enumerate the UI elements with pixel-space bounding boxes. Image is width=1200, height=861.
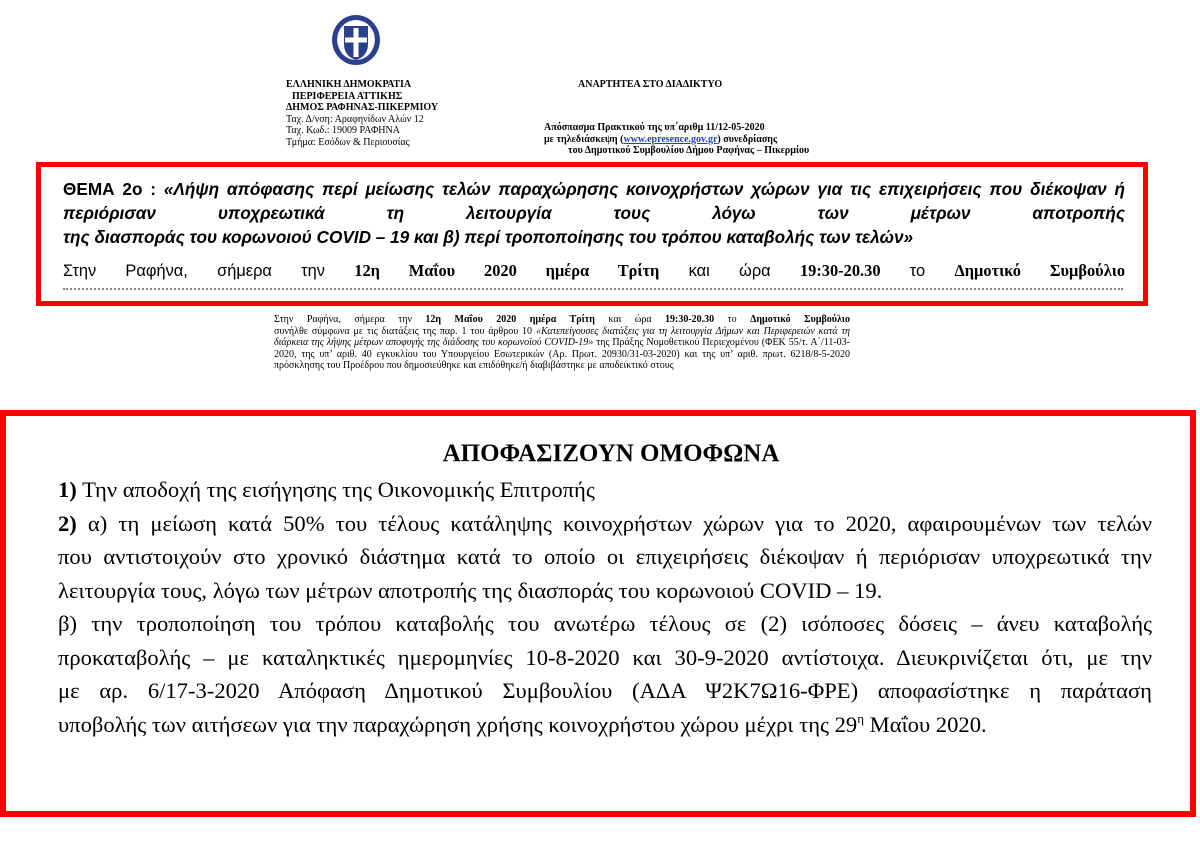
intro-b: και ώρα [659, 262, 800, 280]
subject-line-1: «Λήψη απόφασης περί μείωσης τελών παραχώρησης κοινοχρήστων χώρων για τις [163, 179, 872, 199]
body-l1-time: 19:30-20.30 [665, 314, 715, 325]
cut-off-text-line [63, 288, 1123, 298]
header-line-municipality: ΔΗΜΟΣ ΡΑΦΗΝΑΣ-ΠΙΚΕΡΜΙΟΥ [286, 102, 439, 113]
body-l1-a: Στην Ραφήνα, σήμερα την [274, 314, 426, 325]
item-2-line-2: που αντιστοιχούν στο χρονικό διάστημα κατά το οποίο οι επιχειρήσεις διέκοψαν ή περιόρισαν υποχρεωτικά την [58, 544, 1152, 569]
item-2b-line-2: προκαταβολής – με καταληκτικές ημερομηνίες 10-8-2020 και 30-9-2020 αντίστοιχα. Διευκρινίζεται ότι, με την [58, 644, 1152, 670]
subject-intro-line [63, 260, 1125, 282]
decision-item-2b [58, 607, 1152, 741]
teleconference-line [544, 134, 809, 146]
body-l2-a: συνήλθε σύμφωνα με τις διατάξεις της παρ. 1 του άρθρου 10 [274, 325, 536, 337]
item-2b-line-4-a: υποβολής των αιτήσεων για την παραχώρηση χρήσης κοινοχρήστου χώρου μέχρι της 29 [58, 711, 858, 737]
item-2-line-3: λειτουργία τους, λόγω των μέτρων αποτροπής της διασποράς του κορωνοιού COVID – 19. [58, 577, 883, 603]
subject-line-3: της διασποράς του κορωνοιού COVID – 19 και β) περί τροποποίησης του τρόπου καταβολής των τελών» [63, 227, 914, 247]
intro-a: Στην Ραφήνα, σήμερα την [63, 262, 355, 280]
item-1-number: 1) [58, 477, 77, 502]
council-line: του Δημοτικού Συμβουλίου Δήμου Ραφήνας – Πικερμίου [568, 145, 810, 156]
item-1-text: Την αποδοχή της εισήγησης της Οικονομικής Επιτροπής [76, 477, 595, 502]
body-l1-council: Δημοτικό Συμβούλιο [750, 314, 850, 325]
decision-item-2 [58, 507, 1152, 608]
ordinal-superscript: η [857, 710, 865, 726]
header-line-address: Ταχ. Δ/νση: Αραφηνίδων Αλών 12 [286, 113, 424, 125]
body-l1-date: 12η Μαΐου 2020 ημέρα Τρίτη [425, 314, 595, 325]
item-2b-line-1: β) την τροποποίηση του τρόπου καταβολής του ανωτέρω τέλους σε (2) ισόποσες δόσεις – άνευ καταβολής [58, 611, 1152, 636]
issuer-block [286, 79, 438, 148]
header-line-postcode: Ταχ. Κωδ.: 19009 ΡΑΦΗΝΑ [286, 125, 400, 136]
minutes-body-text [274, 314, 850, 404]
decision-highlight-box [0, 410, 1196, 817]
body-paragraph [274, 326, 850, 372]
header-line-republic: ΕΛΛΗΝΙΚΗ ΔΗΜΟΚΡΑΤΙΑ [286, 79, 412, 90]
intro-time: 19:30-20.30 [799, 261, 881, 280]
minutes-block [544, 122, 809, 157]
subject-line-2: επιχειρήσεις που διέκοψαν ή περιόρισαν υποχρεωτικά τη λειτουργία τους λόγω των μέτρων αποτροπής [63, 179, 1125, 223]
epresence-link[interactable]: www.epresence.gov.gr [623, 133, 718, 145]
item-2b-line-3: με αρ. 6/17-3-2020 Απόφαση Δημοτικού Συμβουλίου (ΑΔΑ Ψ2Κ7Ω16-ΦΡΕ) αποφασίστηκε η παράταση [58, 678, 1152, 703]
intro-c: το [880, 262, 955, 280]
subject-number: ΘΕΜΑ 2ο : [63, 179, 156, 199]
extract-line: Απόσπασμα Πρακτικού της υπ΄αριθμ 11/12-05-2020 [544, 122, 765, 133]
body-l1-c: και ώρα [594, 314, 665, 325]
decision-item-1 [58, 473, 1152, 507]
intro-date: 12η Μαΐου 2020 ημέρα Τρίτη [354, 261, 660, 280]
header-line-department: Τμήμα: Εσόδων & Περιουσίας [286, 136, 410, 148]
item-2-number: 2) [58, 510, 77, 536]
posted-online-label: ΑΝΑΡΤΗΤΕΑ ΣΤΟ ΔΙΑΔΙΚΤΥΟ [578, 79, 723, 90]
item-2-line-1: α) τη μείωση κατά 50% του τέλους κατάληψης κοινοχρήστων χώρων για το 2020, αφαιρουμένων των τελών [76, 510, 1152, 536]
decision-heading: ΑΠΟΦΑΣΙΖΟΥΝ ΟΜΟΦΩΝΑ [442, 440, 780, 467]
intro-council: Δημοτικό Συμβούλιο [954, 261, 1126, 280]
subject-highlight-box [36, 162, 1148, 306]
item-2b-line-4 [58, 708, 1152, 742]
subject-title [63, 177, 1125, 249]
body-line-1 [274, 314, 850, 326]
body-l2-c: της Πράξης Νομοθετικού Περιεχομένου (ΦΕΚ 55/τ. Α΄/11-03-2020, της υπ’ αριθ. 40 εγκυκλίου του Υπουργείου Εσωτερικών (Αρ. Πρωτ. 20930/31-03-2020) και της υπ’ αριθ. πρωτ. 6218/8-5-2020 πρόσκλησης του Προέδρου που δημοσιεύθηκε και επιδόθηκε/ή διαβιβάστηκε με αποδεικτικό στους [274, 337, 850, 372]
body-l1-e: το [714, 314, 751, 325]
header-line-region: ΠΕΡΙΦΕΡΕΙΑ ΑΤΤΙΚΗΣ [292, 90, 403, 102]
tele-prefix: με τηλεδιάσκεψη ( [544, 133, 624, 145]
tele-suffix: ) συνεδρίασης [717, 133, 778, 145]
body-l2-italic: «Κατεπείγουσες διατάξεις για τη λειτουργία Δήμων και Περιφερειών κατά τη διάρκεια της λήψης μέτρων αποφυγής της διάδοσης του κορωνοϊού COVID-19» [274, 325, 850, 349]
item-2b-line-4-b: Μαΐου 2020. [864, 711, 987, 737]
greek-coat-of-arms-icon [330, 12, 382, 66]
